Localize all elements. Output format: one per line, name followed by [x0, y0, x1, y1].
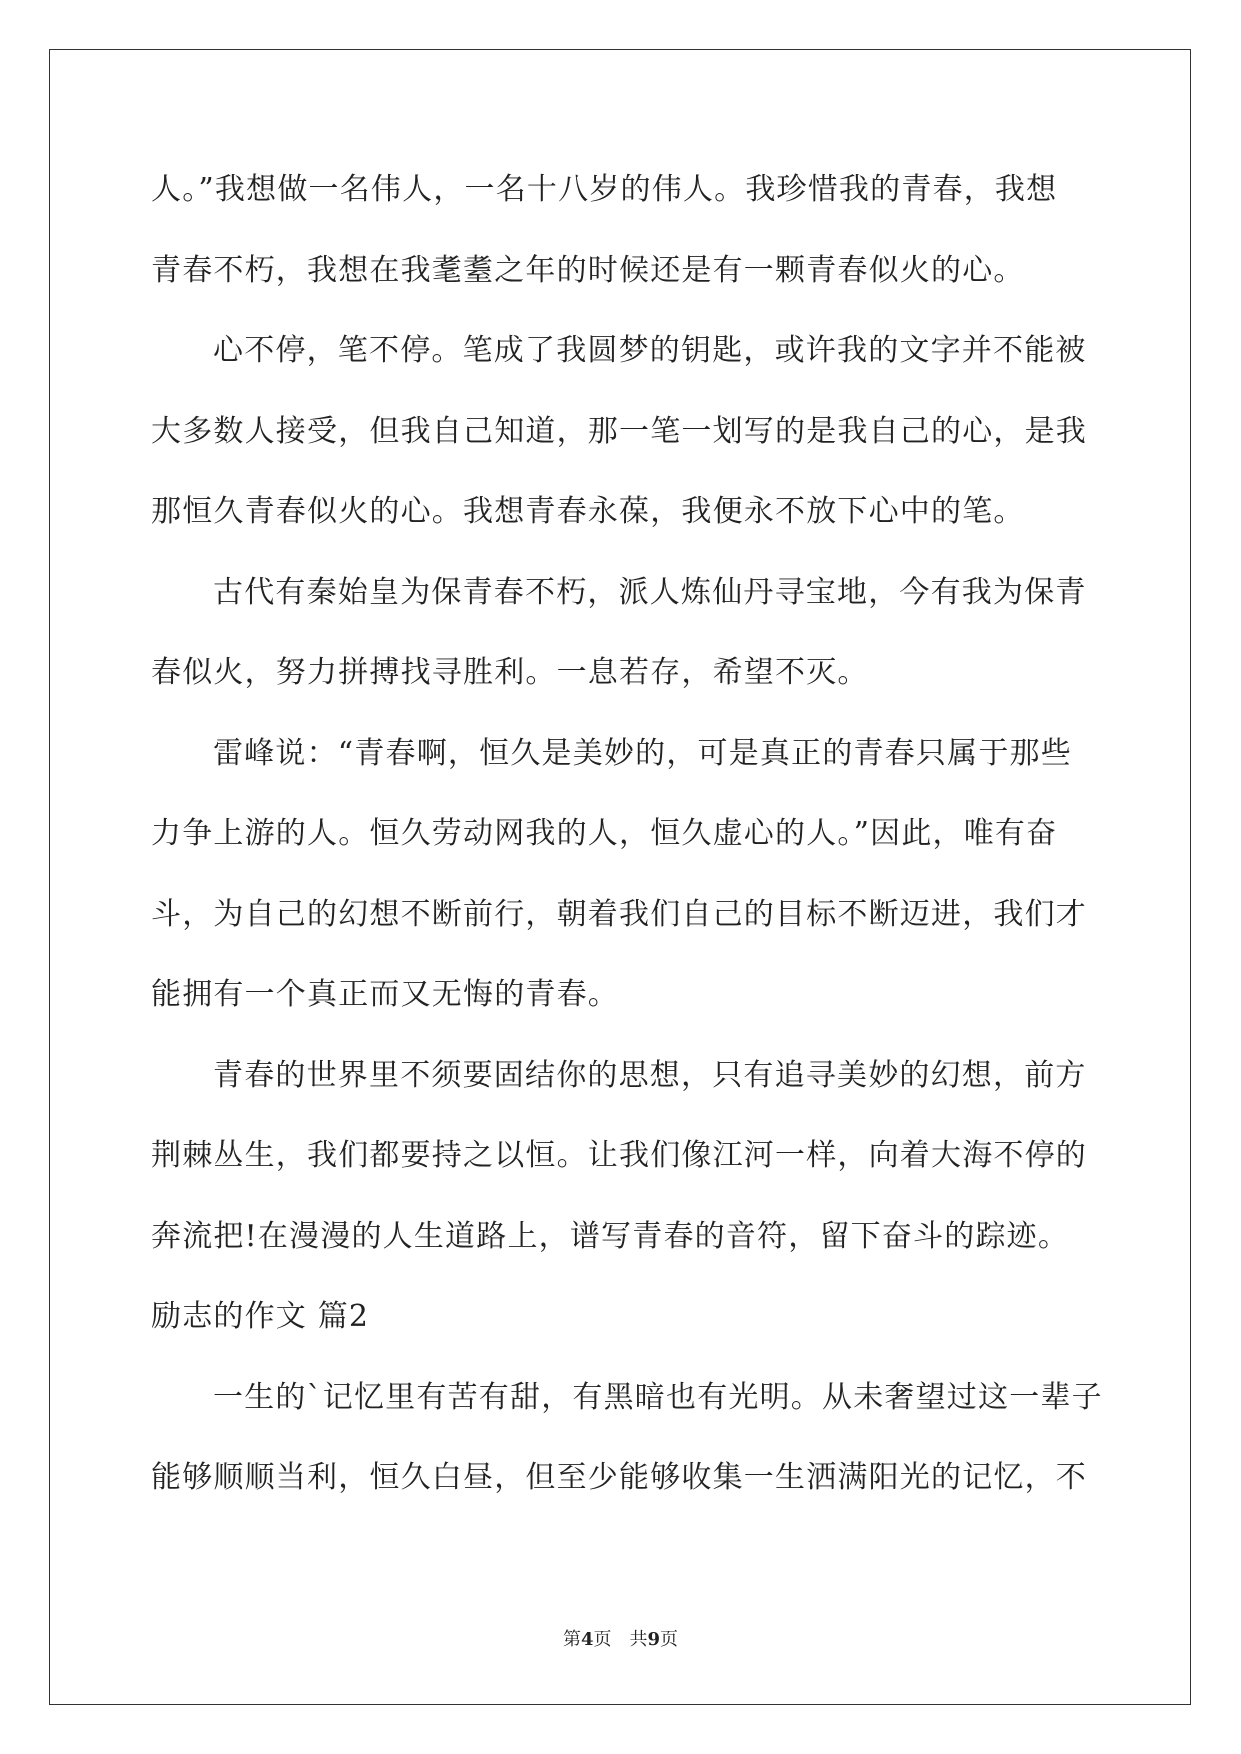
- text-line: 人。”我想做一名伟人，一名十八岁的伟人。我珍惜我的青春，我想: [151, 172, 1058, 207]
- text-line: 雷峰说：“青春啊，恒久是美妙的，可是真正的青春只属于那些: [213, 735, 1072, 771]
- text-line: 能拥有一个真正而又无悔的青春。: [151, 977, 619, 1012]
- total-pages: 9: [647, 1629, 661, 1650]
- text-line: 青春不朽，我想在我耄耋之年的时候还是有一颗青春似火的心。: [151, 252, 1025, 288]
- total-suffix: 页: [660, 1629, 679, 1650]
- text-line: 能够顺顺当利，恒久白昼，但至少能够收集一生洒满阳光的记忆，不: [151, 1460, 1087, 1495]
- section-heading: 励志的作文 篇2: [151, 1299, 370, 1334]
- text-line: 大多数人接受，但我自己知道，那一笔一划写的是我自己的心，是我: [151, 413, 1087, 449]
- total-prefix: 共: [629, 1629, 648, 1650]
- text-line: 那恒久青春似火的心。我想青春永葆，我便永不放下心中的笔。: [151, 494, 1025, 529]
- page-footer: [0, 1625, 1241, 1651]
- text-line: 奔流把!在漫漫的人生道路上，谱写青春的音符，留下奋斗的踪迹。: [151, 1218, 1070, 1254]
- text-line: 青春的世界里不须要固结你的思想，只有追寻美妙的幻想，前方: [213, 1057, 1087, 1093]
- text-line: 荆棘丛生，我们都要持之以恒。让我们像江河一样，向着大海不停的: [151, 1138, 1087, 1173]
- page-number: 4: [580, 1629, 594, 1650]
- page-suffix: 页: [593, 1629, 612, 1650]
- page-prefix: 第: [562, 1629, 581, 1650]
- text-line: 一生的`记忆里有苦有甜，有黑暗也有光明。从未奢望过这一辈子: [213, 1379, 1103, 1415]
- text-line: 古代有秦始皇为保青春不朽，派人炼仙丹寻宝地，今有我为保青: [213, 574, 1087, 610]
- document-body: [151, 158, 1103, 1527]
- text-line: 春似火，努力拼搏找寻胜利。一息若存，希望不灭。: [151, 655, 869, 690]
- text-line: 力争上游的人。恒久劳动网我的人，恒久虚心的人。”因此，唯有奋: [151, 816, 1058, 851]
- text-line: 心不停，笔不停。笔成了我圆梦的钥匙，或许我的文字并不能被: [213, 333, 1087, 368]
- text-line: 斗，为自己的幻想不断前行，朝着我们自己的目标不断迈进，我们才: [151, 896, 1087, 932]
